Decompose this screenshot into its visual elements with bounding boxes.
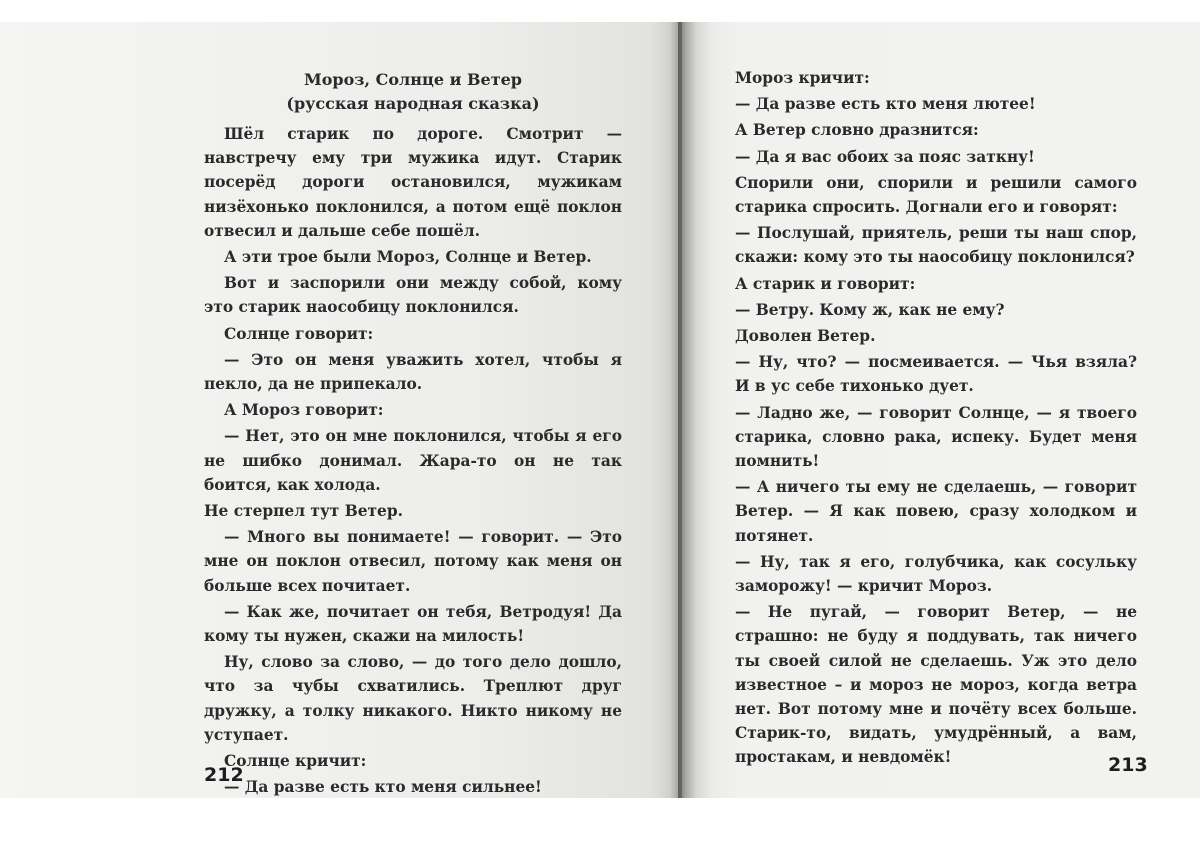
paragraph: — Ветру. Кому ж, как не ему?: [735, 300, 1005, 319]
paragraph: — Это он меня уважить хотел, чтобы я пекло, да не припекало.: [204, 350, 622, 394]
story-title-line1: Мороз, Солнце и Ветер: [304, 70, 522, 89]
paragraph: — Послушай, приятель, реши ты наш спор, скажи: кому это ты наособицу поклонился?: [735, 224, 1137, 267]
paragraph: Ну, слово за слово, — до того дело дошло, что за чубы схватились. Треплют друг дружку, а толку никакого. Никто никому не уступает.: [204, 653, 622, 744]
paragraph: А эти трое были Мороз, Солнце и Ветер.: [224, 248, 592, 267]
page-number-right: 213: [1108, 754, 1148, 776]
paragraph: Спорили они, спорили и решили самого старика спросить. Догнали его и говорят:: [735, 173, 1137, 217]
paragraph: Шёл старик по дороге. Смотрит — навстречу ему три мужика идут. Старик посерёд дороги остановился, мужикам низёхонько поклонился, а потом ещё поклон отвесил и дальше себе пошёл.: [204, 125, 622, 240]
paragraph: — Нет, это он мне поклонился, чтобы я его не шибко донимал. Жара-то он не так боится, как холода.: [204, 427, 622, 494]
paragraph: — Ладно же, — говорит Солнце, — я твоего старика, словно рака, испеку. Будет меня помнить!: [735, 403, 1137, 471]
paragraph: А старик и говорит:: [735, 274, 916, 293]
page-number-left: 212: [204, 764, 244, 786]
book-gutter: [670, 22, 682, 798]
paragraph: Доволен Ветер.: [735, 327, 876, 346]
paragraph: — А ничего ты ему не сделаешь, — говорит Ветер. — Я как повею, сразу холодком и потянет.: [735, 478, 1137, 545]
paragraph: — Да я вас обоих за пояс заткну!: [735, 147, 1035, 166]
paragraph: — Много вы понимаете! — говорит. — Это мне он поклон отвесил, потому как меня он больше всех почитает.: [204, 528, 622, 595]
paragraph: — Да разве есть кто меня сильнее!: [224, 778, 542, 797]
paragraph: А Ветер словно дразнится:: [735, 121, 979, 140]
paragraph: — Ну, так я его, голубчика, как сосульку заморожу! — кричит Мороз.: [735, 552, 1137, 596]
paragraph: — Не пугай, — говорит Ветер, — не страшно: не буду я поддувать, так ничего ты своей силой не сделаешь. Уж это дело известное – и мороз не мороз, когда ветра нет. Вот потому мне и почёту всех больше. Старик-то, видать, умудрённый, а вам, простакам, и невдомёк!: [735, 603, 1137, 767]
story-title: [204, 68, 622, 116]
story-title-line2: (русская народная сказка): [286, 94, 540, 113]
paragraph: Не стерпел тут Ветер.: [204, 502, 403, 521]
paragraph: Мороз кричит:: [735, 69, 870, 87]
paragraph: А Мороз говорит:: [224, 401, 384, 420]
paragraph: Вот и заспорили они между собой, кому это старик наособицу поклонился.: [204, 274, 622, 317]
paragraph: Солнце кричит:: [224, 752, 367, 771]
paragraph: — Да разве есть кто меня лютее!: [735, 95, 1036, 114]
right-page-text: [735, 66, 1137, 772]
paragraph: — Как же, почитает он тебя, Ветродуя! Да кому ты нужен, скажи на милость!: [204, 602, 622, 646]
paragraph: Солнце говорит:: [224, 324, 374, 343]
left-page-text: [204, 68, 622, 801]
paragraph: — Ну, что? — посмеивается. — Чья взяла? И в ус себе тихонько дует.: [735, 353, 1137, 396]
